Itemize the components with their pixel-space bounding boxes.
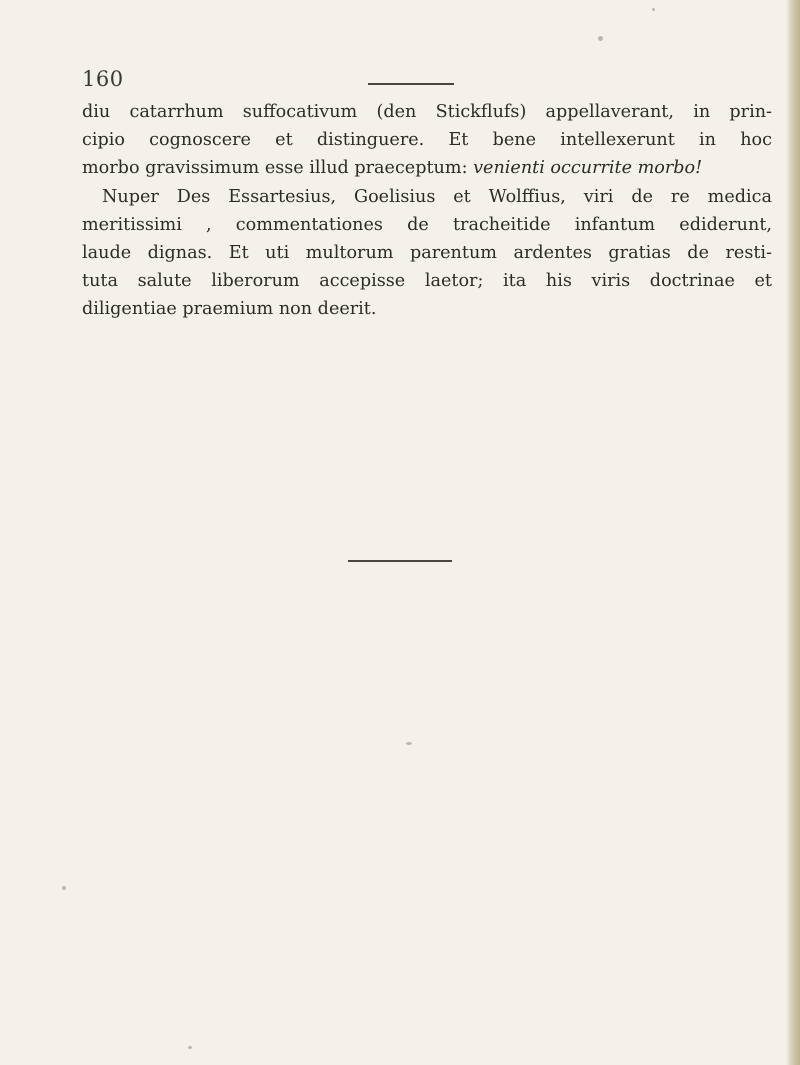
paper-speck xyxy=(406,742,412,745)
paragraph-2-line-3: laude dignas. Et uti multorum parentum ardentes gratias de resti- xyxy=(82,243,772,264)
paragraph-2-line-2: meritissimi , commentationes de tracheitide infantum ediderunt, xyxy=(82,214,772,235)
body-text xyxy=(82,98,772,324)
paragraph-2-line-5: diligentiae praemium non deerit. xyxy=(82,299,377,320)
paragraph-1-line-2: cipio cognoscere et distinguere. Et bene intellexerunt in hoc xyxy=(82,130,772,151)
end-rule xyxy=(348,560,452,562)
page-number: 160 xyxy=(82,67,124,91)
paragraph-2-line-4: tuta salute liberorum accepisse laetor; ita his viris doctrinae et xyxy=(82,271,772,292)
paper-speck xyxy=(598,36,603,41)
paper-speck xyxy=(62,886,66,890)
header-rule xyxy=(368,83,454,85)
page-edge-shadow xyxy=(786,0,800,1065)
paper-speck xyxy=(188,1046,192,1049)
paragraph-1-line-1: diu catarrhum suffocativum (den Stickflufs) appellaverant, in prin- xyxy=(82,102,772,122)
paper-speck xyxy=(652,8,655,11)
italic-maxim: venienti occurrite morbo! xyxy=(473,158,703,179)
paragraph-1-line-3-text: morbo gravissimum esse illud praeceptum: xyxy=(82,158,474,179)
paragraph-2-line-1: Nuper Des Essartesius, Goelisius et Wolffius, viri de re medica xyxy=(102,186,772,207)
paragraph-1-line-3 xyxy=(82,154,772,182)
